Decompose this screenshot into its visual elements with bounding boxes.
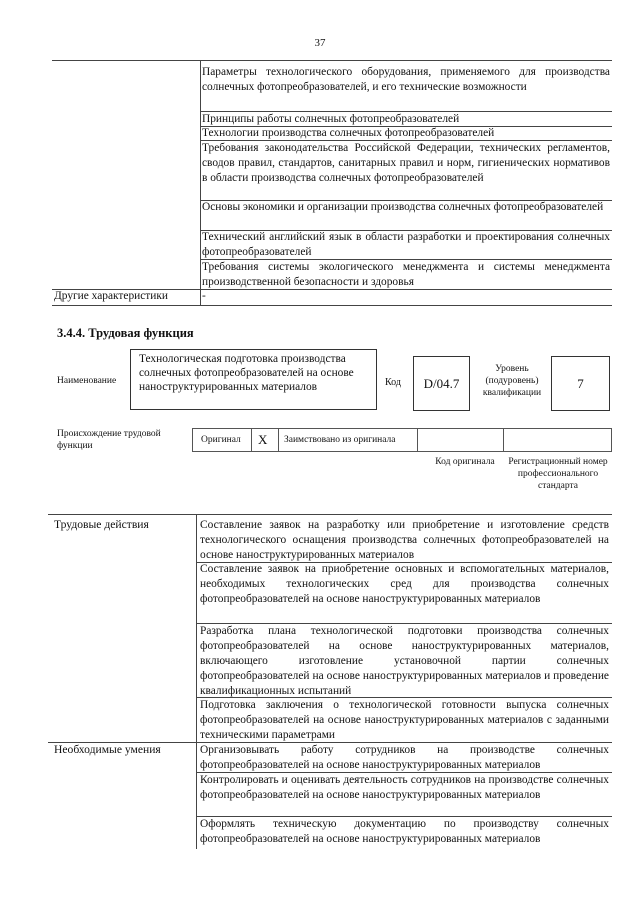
name-label: Наименование	[57, 376, 117, 386]
level-box	[551, 356, 610, 411]
skill-item: Оформлять техническую документацию по производству солнечных фотопреобразователей на основе наноструктурированных материалов	[200, 818, 609, 845]
knowledge-item: Основы экономики и организации производства солнечных фотопреобразователей	[202, 201, 604, 213]
action-item: Подготовка заключения о технологической готовности выпуска солнечных фотопреобразователей на основе наноструктурированных материалов с заданными техническими параметрами	[200, 699, 609, 741]
row-divider	[52, 305, 612, 306]
row-divider	[48, 514, 612, 515]
borrowed-cell	[278, 428, 418, 452]
reg-number-caption: Регистрационный номер профессионального стандарта	[508, 457, 608, 491]
function-name-box	[130, 349, 377, 410]
skill-item: Контролировать и оценивать деятельность сотрудников на производстве солнечных фотопреобразователей на основе наноструктурированных материалов	[200, 774, 609, 801]
knowledge-item: Принципы работы солнечных фотопреобразователей	[202, 113, 460, 125]
function-name: Технологическая подготовка производства солнечных фотопреобразователей на основе наноструктурированных материалов	[139, 353, 354, 393]
column-divider	[200, 60, 201, 305]
code-box	[413, 356, 470, 411]
reg-number-cell	[503, 428, 612, 452]
other-characteristics-value: -	[202, 290, 206, 302]
function-code: D/04.7	[423, 375, 460, 391]
original-mark: X	[258, 432, 268, 447]
origin-row	[192, 428, 612, 452]
skills-label: Необходимые умения	[54, 743, 161, 756]
knowledge-item: Параметры технологического оборудования, применяемого для производства солнечных фотопреобразователей, и его технические возможности	[202, 66, 610, 93]
section-title: 3.4.4. Трудовая функция	[57, 326, 194, 340]
knowledge-item: Технический английский язык в области разработки и проектирования солнечных фотопреобразователей	[202, 231, 610, 258]
original-mark-cell	[251, 428, 279, 452]
actions-label: Трудовые действия	[54, 518, 149, 531]
original-code-caption: Код оригинала	[435, 457, 495, 467]
original-code-cell	[417, 428, 504, 452]
knowledge-item: Технологии производства солнечных фотопреобразователей	[202, 127, 495, 139]
origin-label: Происхождение трудовой функции	[57, 429, 161, 451]
borrowed-label: Заимствовано из оригинала	[284, 435, 396, 445]
action-item: Составление заявок на разработку или приобретение и изготовление средств технологического оснащения производства солнечных фотопреобразователей на основе наноструктурированных материалов	[200, 519, 609, 561]
action-item: Разработка плана технологической подготовки производства солнечных фотопреобразователей на основе наноструктурированных материалов, включающего изготовление установочной партии солнечных фотопреобразователей на основе наноструктурированных материалов и проведение квалификационных испытаний	[200, 625, 609, 697]
original-label: Оригинал	[201, 435, 241, 445]
knowledge-item: Требования законодательства Российской Федерации, технических регламентов, сводов правил, стандартов, санитарных правил и норм, гигиенических нормативов в области производства солнечных фотопреобразователей	[202, 142, 610, 184]
qualification-level: 7	[577, 375, 584, 391]
knowledge-item: Требования системы экологического менеджмента и системы менеджмента производственной безопасности и здоровья	[202, 261, 610, 288]
action-item: Составление заявок на приобретение основных и вспомогательных материалов, необходимых технологических сред для производства солнечных фотопреобразователей на основе наноструктурированных материалов	[200, 563, 609, 605]
skill-item: Организовывать работу сотрудников на производстве солнечных фотопреобразователей на основе наноструктурированных материалов	[200, 744, 609, 771]
other-characteristics-label: Другие характеристики	[54, 290, 169, 302]
page-number: 37	[314, 37, 326, 49]
row-divider	[52, 60, 612, 61]
original-cell	[192, 428, 252, 452]
column-divider	[196, 514, 197, 849]
code-label: Код	[385, 377, 401, 388]
level-label: Уровень (подуровень) квалификации	[482, 364, 542, 398]
